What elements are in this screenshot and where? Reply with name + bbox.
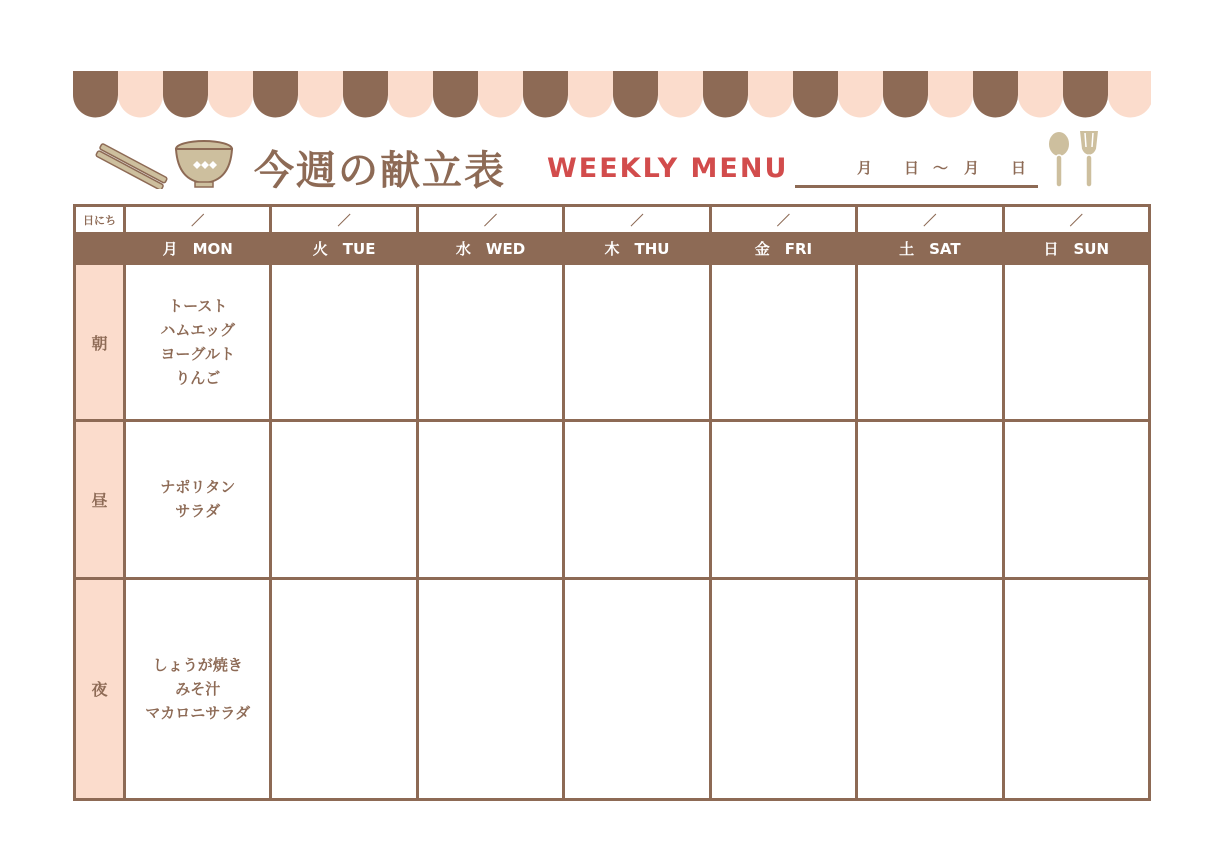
meal-row-dinner (75, 578, 1150, 799)
day-header-tue: 火 TUE (271, 234, 417, 264)
menu-item: みそ汁 (175, 679, 221, 698)
awning-scallop (748, 71, 793, 118)
awning-scallop (838, 71, 883, 118)
chopsticks-icon (93, 143, 171, 189)
awning-scallop (973, 71, 1018, 118)
menu-item: サラダ (175, 502, 221, 521)
weekly-menu-table (73, 204, 1151, 801)
date-range-day-end: 日 (1011, 159, 1027, 177)
awning-scallop (433, 71, 478, 118)
awning-scallop (298, 71, 343, 118)
date-range-month-start: 月 (857, 159, 873, 177)
day-header-mon: 月 MON (125, 234, 271, 264)
awning-scallop (253, 71, 298, 118)
menu-cell-thu-dinner[interactable] (564, 578, 710, 799)
awning-scallop (793, 71, 838, 118)
menu-item: ヨーグルト (160, 345, 235, 364)
date-cell-mon[interactable]: ／ (125, 206, 271, 234)
menu-cell-wed-lunch[interactable] (417, 421, 563, 579)
fork-icon (1073, 127, 1109, 191)
menu-cell-mon-dinner[interactable] (125, 578, 271, 799)
awning-scallop (118, 71, 163, 118)
page-title: 今週の献立表 (254, 148, 506, 194)
day-header-corner (75, 234, 125, 264)
awning-scallop (568, 71, 613, 118)
date-cell-sat[interactable]: ／ (857, 206, 1003, 234)
date-range-month-end: 月 (964, 159, 980, 177)
menu-item: マカロニサラダ (145, 703, 251, 722)
menu-cell-sat-breakfast[interactable] (857, 264, 1003, 421)
awning-scallop (703, 71, 748, 118)
date-row (75, 206, 1150, 234)
awning-scallop (73, 71, 118, 118)
menu-cell-sat-dinner[interactable] (857, 578, 1003, 799)
menu-item: ナポリタン (160, 478, 236, 497)
awning-scallop (163, 71, 208, 118)
date-cell-thu[interactable]: ／ (564, 206, 710, 234)
header (73, 125, 1151, 200)
meal-row-lunch (75, 421, 1150, 579)
day-header-sun: 日 SUN (1003, 234, 1149, 264)
awning-scallop (208, 71, 253, 118)
menu-cell-tue-lunch[interactable] (271, 421, 417, 579)
rice-bowl-icon (173, 137, 235, 189)
meal-label-dinner: 夜 (75, 578, 125, 799)
awning-scallop (928, 71, 973, 118)
awning-scallop (613, 71, 658, 118)
date-range-tilde: ～ (933, 159, 949, 177)
meal-row-breakfast (75, 264, 1150, 421)
menu-cell-mon-breakfast[interactable] (125, 264, 271, 421)
date-range[interactable] (795, 145, 1038, 188)
date-range-day-start: 日 (904, 159, 920, 177)
awning-scallop (1018, 71, 1063, 118)
awning-scallop (1108, 71, 1151, 118)
menu-item: トースト (168, 297, 228, 316)
menu-cell-fri-dinner[interactable] (710, 578, 856, 799)
awning-scallop (343, 71, 388, 118)
day-header-wed: 水 WED (417, 234, 563, 264)
menu-cell-sun-lunch[interactable] (1003, 421, 1149, 579)
menu-cell-thu-breakfast[interactable] (564, 264, 710, 421)
menu-cell-thu-lunch[interactable] (564, 421, 710, 579)
meal-label-breakfast: 朝 (75, 264, 125, 421)
menu-cell-fri-lunch[interactable] (710, 421, 856, 579)
day-header-thu: 木 THU (564, 234, 710, 264)
awning-scallop (883, 71, 928, 118)
awning-scallop (658, 71, 703, 118)
menu-item: りんご (175, 369, 221, 388)
menu-cell-mon-lunch[interactable] (125, 421, 271, 579)
awning-scallop (388, 71, 433, 118)
menu-cell-sun-dinner[interactable] (1003, 578, 1149, 799)
menu-cell-sun-breakfast[interactable] (1003, 264, 1149, 421)
day-header-fri: 金 FRI (710, 234, 856, 264)
menu-cell-tue-breakfast[interactable] (271, 264, 417, 421)
menu-cell-wed-breakfast[interactable] (417, 264, 563, 421)
menu-item: ハムエッグ (160, 321, 236, 340)
date-cell-sun[interactable]: ／ (1003, 206, 1149, 234)
menu-cell-sat-lunch[interactable] (857, 421, 1003, 579)
awning-scallop (478, 71, 523, 118)
date-row-label: 日にち (75, 206, 125, 234)
meal-label-lunch: 昼 (75, 421, 125, 579)
date-cell-tue[interactable]: ／ (271, 206, 417, 234)
menu-item: しょうが焼き (152, 655, 243, 674)
day-header-row (75, 234, 1150, 264)
day-header-sat: 土 SAT (857, 234, 1003, 264)
date-cell-wed[interactable]: ／ (417, 206, 563, 234)
page-subtitle: WEEKLY MENU (547, 153, 789, 184)
awning-decoration (73, 71, 1151, 120)
awning-scallop (1063, 71, 1108, 118)
date-cell-fri[interactable]: ／ (710, 206, 856, 234)
awning-scallop (523, 71, 568, 118)
menu-cell-tue-dinner[interactable] (271, 578, 417, 799)
menu-cell-wed-dinner[interactable] (417, 578, 563, 799)
menu-cell-fri-breakfast[interactable] (710, 264, 856, 421)
